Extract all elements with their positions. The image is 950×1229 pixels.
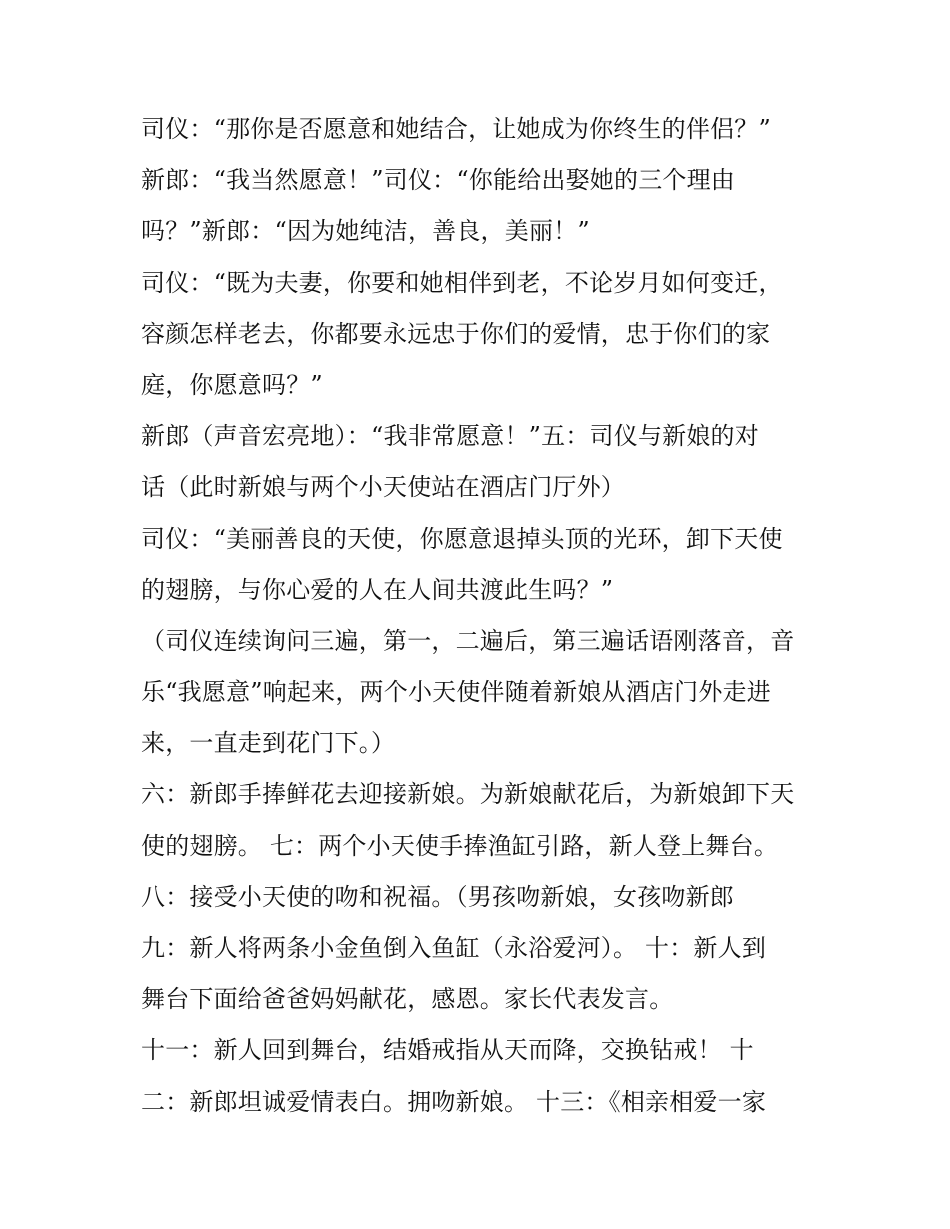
text-line: 吗？”新郎：“因为她纯洁，善良，美丽！” xyxy=(141,217,590,246)
document-body xyxy=(141,104,831,1128)
text-line: 二：新郎坦诚爱情表白。拥吻新娘。 十三：《相亲相爱一家 xyxy=(141,1087,767,1116)
text-line: 八：接受小天使的吻和祝福。（男孩吻新娘，女孩吻新郎 xyxy=(141,882,734,911)
text-line: 来，一直走到花门下。） xyxy=(141,729,396,758)
text-line: 司仪：“那你是否愿意和她结合，让她成为你终生的伴侣？” xyxy=(141,115,771,143)
text-line: 乐“我愿意”响起来，两个小天使伴随着新娘从酒店门外走进 xyxy=(141,678,771,707)
text-line: （司仪连续询问三遍，第一，二遍后，第三遍话语刚落音，音 xyxy=(141,626,795,655)
text-line: 十一：新人回到舞台，结婚戒指从天而降，交换钻戒！ 十 xyxy=(141,1036,754,1065)
text-line: 使的翅膀。 七：两个小天使手捧渔缸引路，新人登上舞台。 xyxy=(141,831,779,860)
text-line: 司仪：“既为夫妻，你要和她相伴到老，不论岁月如何变迁， xyxy=(141,268,783,297)
text-line: 六：新郎手捧鲜花去迎接新娘。为新娘献花后，为新娘卸下天 xyxy=(141,780,795,809)
text-line: 庭，你愿意吗？” xyxy=(141,370,323,399)
text-line: 容颜怎样老去，你都要永远忠于你们的爱情，忠于你们的家 xyxy=(141,319,771,348)
text-line: 司仪：“美丽善良的天使，你愿意退掉头顶的光环，卸下天使 xyxy=(141,524,783,553)
text-line: 的翅膀，与你心爱的人在人间共渡此生吗？” xyxy=(141,575,614,604)
text-line: 新郎：“我当然愿意！”司仪：“你能给出娶她的三个理由 xyxy=(141,166,736,195)
text-line: 九：新人将两条小金鱼倒入鱼缸（永浴爱河）。 十：新人到 xyxy=(141,934,767,962)
text-line: 新郎（声音宏亮地）：“我非常愿意！”五：司仪与新娘的对 xyxy=(141,422,759,451)
text-line: 舞台下面给爸爸妈妈献花，感恩。家长代表发言。 xyxy=(141,985,674,1014)
text-line: 话（此时新娘与两个小天使站在酒店门厅外） xyxy=(141,473,625,502)
